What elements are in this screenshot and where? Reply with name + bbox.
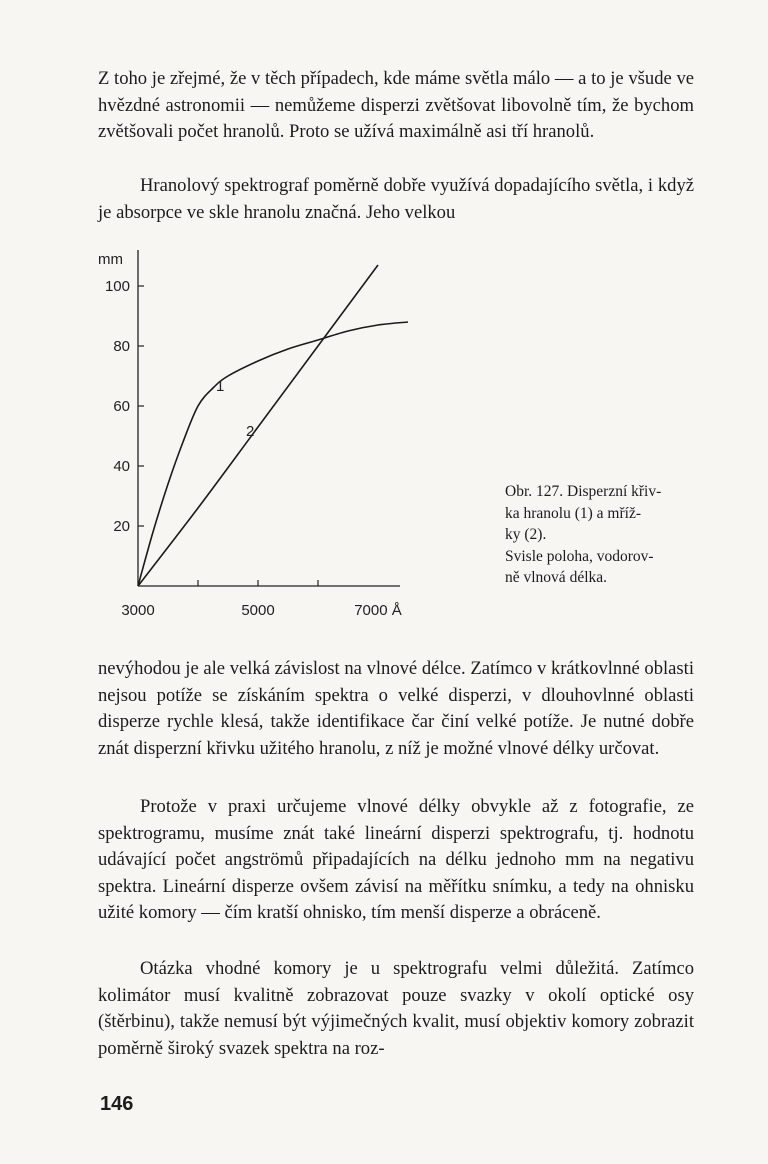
y-tick-label: 80 <box>113 338 130 355</box>
series-label-prism: 1 <box>216 378 225 395</box>
caption-line: ky (2). <box>505 526 547 543</box>
dispersion-chart <box>96 244 496 644</box>
y-tick-label: 40 <box>113 458 130 475</box>
curve-prism <box>138 322 408 586</box>
paragraph-2: Hranolový spektrograf poměrně dobře využívá dopadajícího světla, i když je absorpce ve skle hranolu značná. Jeho velkou <box>98 175 694 223</box>
line-grating <box>138 265 378 586</box>
y-tick-label: 60 <box>113 398 130 415</box>
paragraph-4: Protože v praxi určujeme vlnové délky obvykle až z fotografie, ze spektrogramu, musíme znát také lineární disperzi spektrografu, tj. hodnotu udávající počet angströmů připadajících na délku jednoho mm na negativu spektra. Lineární disperze ovšem závisí na měřítku snímku, a tedy na ohnisku užité komory — čím kratší ohnisko, tím menší disperze a obráceně. <box>98 796 694 924</box>
y-axis-label: mm <box>98 251 123 268</box>
x-tick-label: 5000 <box>241 602 275 619</box>
x-tick-label: 3000 <box>121 602 155 619</box>
y-tick-label: 100 <box>104 278 130 295</box>
caption-line: Obr. 127. Disperzní křiv- <box>505 483 662 500</box>
dispersion-figure <box>96 244 496 644</box>
y-tick-label: 20 <box>113 518 130 535</box>
page-number: 146 <box>100 1093 134 1115</box>
paragraph-1: Z toho je zřejmé, že v těch případech, kde máme světla málo — a to je všude ve hvězdné astronomii — nemůžeme disperzi zvětšovat libovolně tím, že bychom zvětšovali počet hranolů. Proto se užívá maximálně asi tří hranolů. <box>98 68 694 143</box>
x-tick-label: 7000 Å <box>354 602 402 619</box>
figure-caption <box>505 481 695 589</box>
caption-line: Svisle poloha, vodorov- <box>505 547 654 565</box>
caption-line: ka hranolu (1) a mříž- <box>505 504 641 522</box>
caption-line: ně vlnová délka. <box>505 569 608 586</box>
paragraph-3: nevýhodou je ale velká závislost na vlnové délce. Zatímco v krátkovlnné oblasti nejsou potíže se získáním spektra o velké disperzi, v dlouhovlnné oblasti disperze rychle klesá, takže identifikace čar činí velké potíže. Je nutné dobře znát disperzní křivku užitého hranolu, z níž je možné vlnové délky určovat. <box>98 658 694 759</box>
series-label-grating: 2 <box>246 423 255 440</box>
paragraph-5: Otázka vhodné komory je u spektrografu velmi důležitá. Zatímco kolimátor musí kvalitně zobrazovat pouze svazky v okolí optické osy (štěrbinu), takže nemusí být výjimečných kvalit, musí objektiv komory zobrazit poměrně široký svazek spektra na roz- <box>98 958 694 1059</box>
